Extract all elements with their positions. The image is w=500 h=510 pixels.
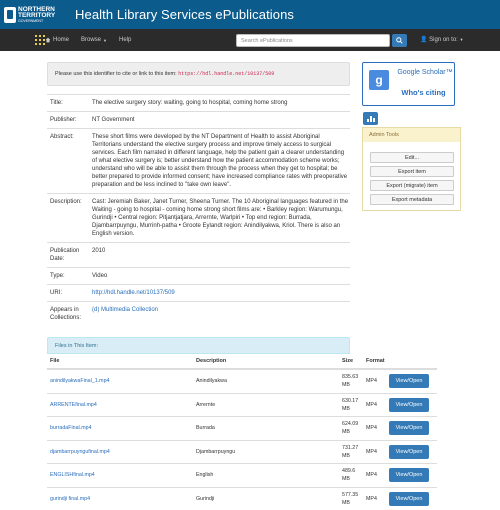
search-input[interactable]: Search ePublications xyxy=(236,34,390,47)
logo-line1: NORTHERN xyxy=(18,6,55,13)
signon-label: Sign on to: xyxy=(429,37,458,43)
metadata-row-uri xyxy=(47,284,350,301)
file-description: Arrernte xyxy=(193,402,339,408)
metadata-key: Description: xyxy=(50,198,92,238)
nav-browse[interactable] xyxy=(81,37,107,43)
nav-help-label: Help xyxy=(119,37,131,43)
nav-browse-label: Browse xyxy=(81,37,101,43)
metadata-row-type xyxy=(47,267,350,284)
caret-down-icon: ▼ xyxy=(460,37,464,42)
metadata-key: Publisher: xyxy=(50,116,92,124)
table-row xyxy=(47,369,437,393)
metadata-row-title xyxy=(47,94,350,111)
collection-link[interactable]: (d) Multimedia Collection xyxy=(92,307,158,313)
file-format: MP4 xyxy=(363,449,389,455)
table-row xyxy=(47,416,437,440)
file-description: Anindilyakwa xyxy=(193,378,339,384)
citation-text: Please use this identifier to cite or link to this item: xyxy=(55,71,177,77)
file-size: 731.27 MB xyxy=(339,444,363,460)
nav-home-label: Home xyxy=(53,37,69,43)
google-scholar-icon: g xyxy=(369,70,389,90)
nt-government-logo[interactable] xyxy=(4,4,67,26)
search-icon xyxy=(396,37,403,44)
file-format: MP4 xyxy=(363,425,389,431)
citation-url[interactable]: https://hdl.handle.net/10137/509 xyxy=(178,71,274,77)
metadata-value: NT Government xyxy=(92,116,350,124)
col-file: File xyxy=(47,358,193,364)
file-link[interactable]: ARRENTEfinal.mp4 xyxy=(50,402,97,408)
col-size: Size xyxy=(339,357,363,365)
google-scholar-label: Google Scholar™ xyxy=(397,69,453,77)
whos-citing-label: Who's citing xyxy=(391,88,456,97)
file-link[interactable]: gurindji final.mp4 xyxy=(50,496,90,502)
search-button[interactable] xyxy=(392,34,407,47)
caret-down-icon: ▼ xyxy=(103,38,107,43)
user-icon: 👤 xyxy=(420,37,427,43)
file-size: 489.6 MB xyxy=(339,467,363,483)
signon-menu[interactable] xyxy=(420,36,463,43)
file-size: 624.09 MB xyxy=(339,420,363,436)
view-open-button[interactable]: View/Open xyxy=(389,398,429,412)
table-row xyxy=(47,463,437,487)
metadata-value: 2010 xyxy=(92,247,350,263)
metadata-key: Abstract: xyxy=(50,133,92,189)
metadata-row-collections xyxy=(47,301,350,326)
file-description: Burrada xyxy=(193,425,339,431)
view-open-button[interactable]: View/Open xyxy=(389,421,429,435)
col-format: Format xyxy=(363,358,389,364)
metadata-value: The elective surgery story: waiting, going to hospital, coming home strong xyxy=(92,99,350,107)
item-metadata-table xyxy=(47,94,350,326)
view-open-button[interactable]: View/Open xyxy=(389,445,429,459)
metadata-key: Type: xyxy=(50,272,92,280)
files-table xyxy=(47,354,437,510)
metadata-row-description xyxy=(47,193,350,242)
file-link[interactable]: ENGLISHfinal.mp4 xyxy=(50,472,95,478)
metadata-key: Publication Date: xyxy=(50,247,92,263)
logo-line3: GOVERNMENT xyxy=(18,19,55,23)
nav-help[interactable] xyxy=(119,37,131,43)
metadata-row-publisher xyxy=(47,111,350,128)
uri-link[interactable]: http://hdl.handle.net/10137/509 xyxy=(92,290,175,296)
view-open-button[interactable]: View/Open xyxy=(389,374,429,388)
statistics-button[interactable] xyxy=(363,112,378,125)
files-table-header xyxy=(47,354,437,369)
metadata-key: URI: xyxy=(50,289,92,297)
view-open-button[interactable]: View/Open xyxy=(389,492,429,506)
file-description: English xyxy=(193,472,339,478)
google-scholar-box[interactable] xyxy=(362,62,455,106)
metadata-row-abstract xyxy=(47,128,350,193)
home-icon xyxy=(45,37,51,43)
file-size: 835.63 MB xyxy=(339,373,363,389)
admin-tools-panel xyxy=(362,127,461,211)
file-description: Djambarrpuyngu xyxy=(193,449,339,455)
table-row xyxy=(47,393,437,417)
main-navbar xyxy=(0,29,500,51)
files-heading: Files in This Item: xyxy=(47,337,350,354)
file-link[interactable]: djambarrpuyngufinal.mp4 xyxy=(50,449,110,455)
col-description: Description xyxy=(193,358,339,364)
edit-button[interactable]: Edit... xyxy=(370,152,454,163)
file-description: Gurindji xyxy=(193,496,339,502)
site-header xyxy=(0,0,500,29)
logo-emblem-icon xyxy=(4,7,16,23)
metadata-key: Appears in Collections: xyxy=(50,306,92,322)
file-size: 577.35 MB xyxy=(339,491,363,507)
view-open-button[interactable]: View/Open xyxy=(389,468,429,482)
metadata-value: These short films were developed by the NT Department of Health to assist Aboriginal Territorians understand the elective surgery process and improve timely access to surgical services. Each film narrated in different language, help the patient gain a clearer understanding of what elective surgery is; better understand how the patient accommodation scheme works; understand who will be able to assist them through the process when they get to hospital; be better prepared to provide informed consent; have increased compliance rates with preoperative preparation and be less inclined to "take own leave". xyxy=(92,133,350,189)
metadata-row-date xyxy=(47,242,350,267)
site-title[interactable]: Health Library Services ePublications xyxy=(75,7,294,22)
export-metadata-button[interactable]: Export metadata xyxy=(370,194,454,205)
export-migrate-button[interactable]: Export (migrate) item xyxy=(370,180,454,191)
logo-line2: TERRITORY xyxy=(18,12,55,19)
citation-notice xyxy=(47,62,350,86)
file-size: 630.17 MB xyxy=(339,397,363,413)
file-format: MP4 xyxy=(363,472,389,478)
metadata-value: Cast: Jeremiah Baker, Janet Turner, Sheena Turner. The 10 Aboriginal languages featured in the Waiting - going to hospital - coming home strong short films are: • Barkley region: Warumungu, Gurindji • Central region: Pitjantjatjara, Arrernte, Warlpiri • Top end region: Burrada, Djambarrpuyngu, Murrinh-patha • Groote Eylandt region: Anindilyakwa, Kriol. There is also an English version. xyxy=(92,198,350,238)
file-link[interactable]: anindilyakwaFinal_1.mp4 xyxy=(50,378,109,384)
file-format: MP4 xyxy=(363,378,389,384)
table-row xyxy=(47,440,437,464)
admin-tools-heading: Admin Tools xyxy=(363,128,460,142)
nav-home[interactable] xyxy=(45,37,69,43)
metadata-key: Title: xyxy=(50,99,92,107)
table-row xyxy=(47,487,437,510)
file-link[interactable]: burradaFinal.mp4 xyxy=(50,425,92,431)
apps-grid-icon[interactable] xyxy=(35,35,45,45)
metadata-value: Video xyxy=(92,272,350,280)
file-format: MP4 xyxy=(363,402,389,408)
file-format: MP4 xyxy=(363,496,389,502)
export-item-button[interactable]: Export item xyxy=(370,166,454,177)
